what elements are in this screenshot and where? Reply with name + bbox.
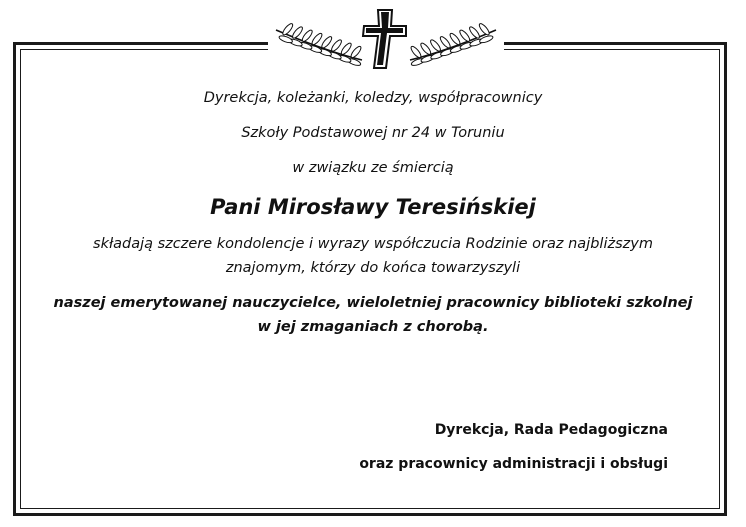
notice-line-2: Szkoły Podstawowej nr 24 w Toruniu <box>241 125 505 141</box>
notice-line-3: w związku ze śmiercią <box>292 160 454 176</box>
olive-leaf-icon <box>330 38 343 52</box>
signature-line-2: oraz pracownicy administracji i obsługi <box>359 456 668 472</box>
inner-frame <box>20 49 720 509</box>
notice-line-5: składają szczere kondolencje i wyrazy współczucia Rodzinie oraz najbliższym <box>93 236 653 252</box>
olive-leaf-icon <box>458 29 471 43</box>
olive-leaf-icon <box>311 32 324 46</box>
notice-line-6: znajomym, którzy do końca towarzyszyli <box>225 260 521 276</box>
olive-leaf-icon <box>291 25 304 39</box>
olive-leaf-icon <box>410 45 423 59</box>
olive-leaf-icon <box>320 35 333 49</box>
cross-with-olive-branches-icon <box>268 2 504 74</box>
notice-line-1: Dyrekcja, koleżanki, koledzy, współpracownicy <box>203 90 543 106</box>
notice-line-7: naszej emerytowanej nauczycielce, wieloletniej pracownicy biblioteki szkolnej <box>53 295 693 311</box>
notice-line-8: w jej zmaganiach z chorobą. <box>257 319 489 335</box>
signature-line-1: Dyrekcja, Rada Pedagogiczna <box>434 422 668 438</box>
olive-leaf-icon <box>468 25 481 39</box>
olive-leaf-icon <box>419 42 432 56</box>
olive-leaf-icon <box>301 29 314 43</box>
olive-leaf-icon <box>449 32 462 46</box>
olive-leaf-icon <box>340 42 353 56</box>
cross-icon <box>363 10 406 68</box>
olive-leaf-icon <box>350 45 363 59</box>
olive-leaf-icon <box>439 35 452 49</box>
deceased-name: Pani Mirosławy Teresińskiej <box>210 195 536 219</box>
olive-leaf-icon <box>429 38 442 52</box>
